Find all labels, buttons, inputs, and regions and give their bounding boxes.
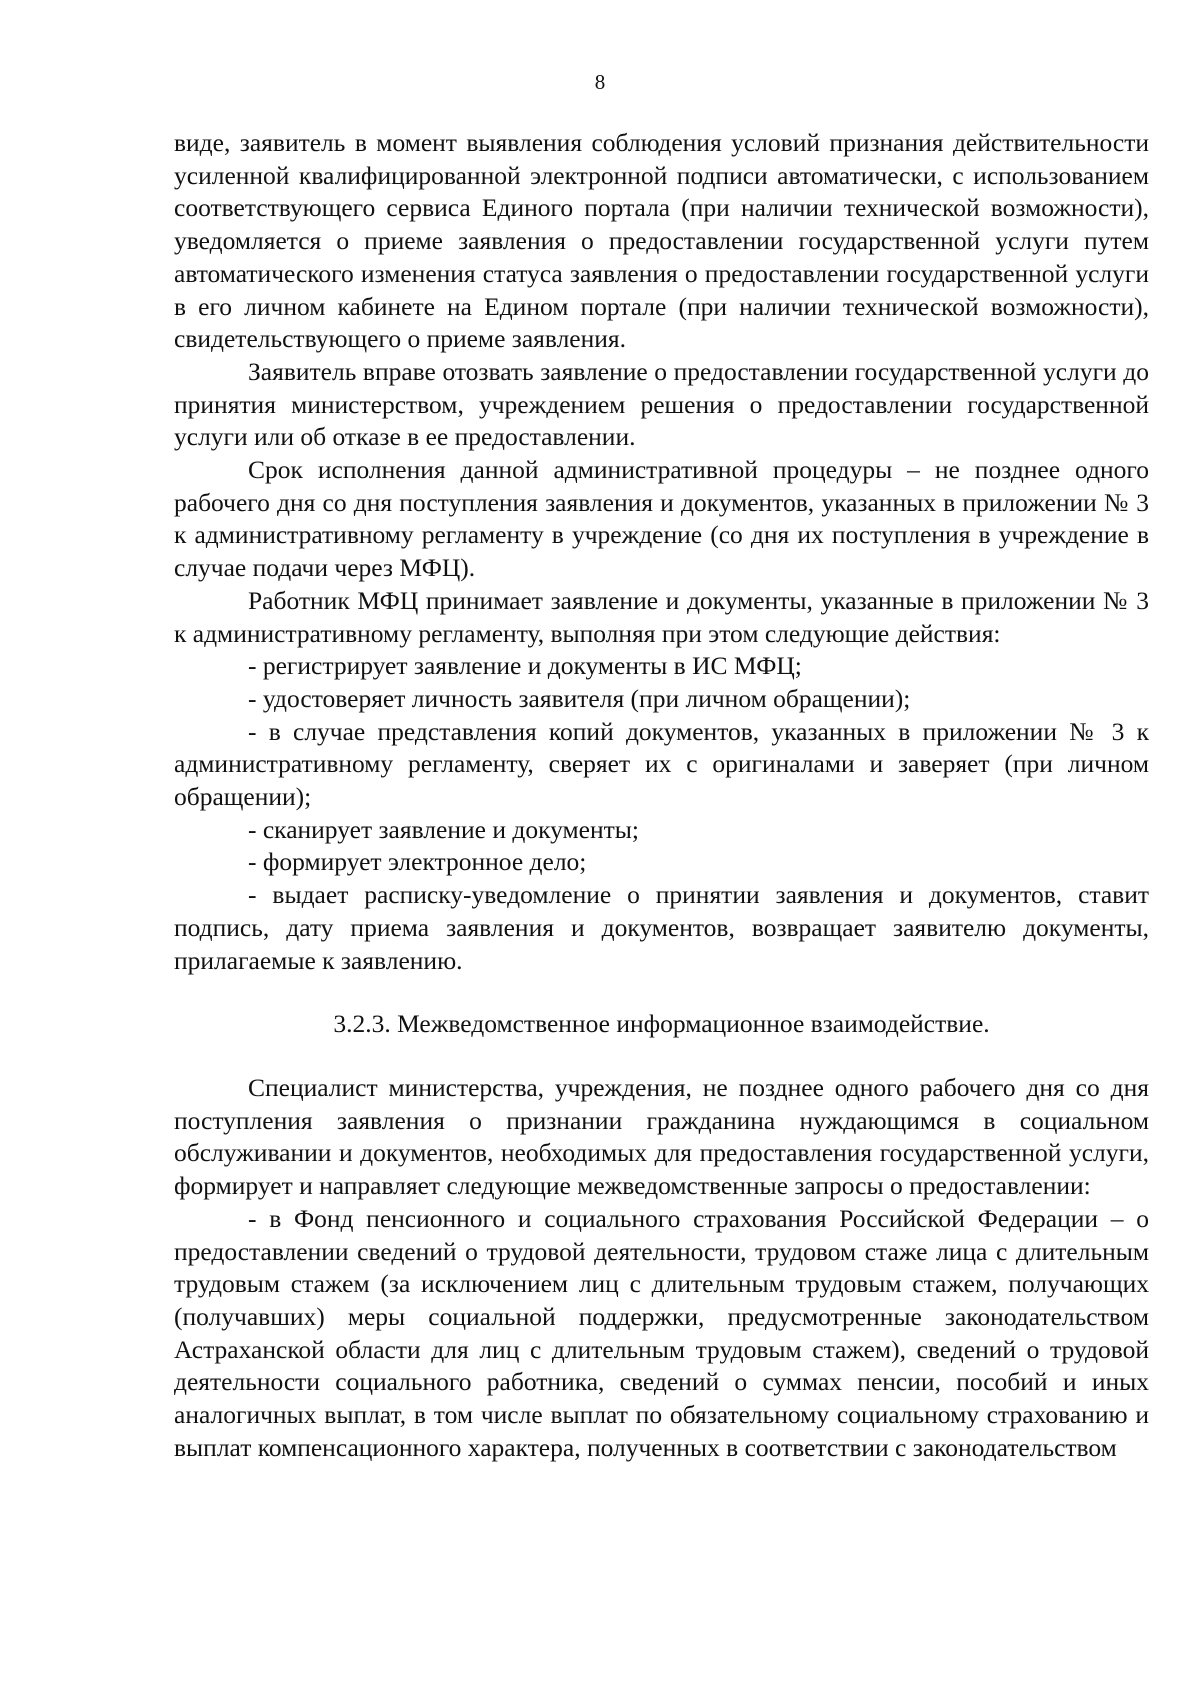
list-item: - в случае представления копий документов, указанных в приложении № 3 к административному регламенту, сверяет их с оригиналами и заверяет (при личном обращении); [174,716,1149,812]
paragraph-mfc-worker: Работник МФЦ принимает заявление и документы, указанные в приложении № 3 к административному регламенту, выполняя при этом следующие действия: [174,585,1149,648]
paragraph-deadline: Срок исполнения данной административной процедуры – не позднее одного рабочего дня со дня поступления заявления и документов, указанных в приложении № 3 к административному регламенту в учреждение (со дня их поступления в учреждение в случае подачи через МФЦ). [174,455,1149,583]
list-item: - сканирует заявление и документы; [248,814,639,844]
document-body [174,127,1149,1464]
list-item: - регистрирует заявление и документы в ИС МФЦ; [248,651,802,681]
paragraph-continuation: виде, заявитель в момент выявления соблюдения условий признания действительности усиленной квалифицированной электронной подписи автоматически, с использованием соответствующего сервиса Единого портала (при наличии технической возможности), уведомляется о приеме заявления о предоставлении государственной услуги путем автоматического изменения статуса заявления о предоставлении государственной услуги в его личном кабинете на Едином портале (при наличии технической возможности), свидетельствующего о приеме заявления. [174,128,1149,354]
list-item: - удостоверяет личность заявителя (при личном обращении); [248,683,911,713]
section-heading: 3.2.3. Межведомственное информационное взаимодействие. [333,1009,990,1039]
paragraph-specialist: Специалист министерства, учреждения, не позднее одного рабочего дня со дня поступления заявления о признании гражданина нуждающимся в социальном обслуживании и документов, необходимых для предоставления государственной услуги, формирует и направляет следующие межведомственные запросы о предоставлении: [174,1072,1149,1201]
list-item: - формирует электронное дело; [248,847,587,877]
list-item: - в Фонд пенсионного и социального страхования Российской Федерации – о предоставлении сведений о трудовой деятельности, трудовом стаже лица с длительным трудовым стажем (за исключением лиц с длительным трудовым стажем, получающих (получавших) меры социальной поддержки, предусмотренные законодательством Астраханской области для лиц с длительным трудовым стажем), сведений о трудовой деятельности социального работника, сведений о суммах пенсии, пособий и иных аналогичных выплат, в том числе выплат по обязательному социальному страхованию и выплат компенсационного характера, полученных в соответствии с законодательством [174,1203,1149,1462]
paragraph-withdrawal: Заявитель вправе отозвать заявление о предоставлении государственной услуги до принятия министерством, учреждением решения о предоставлении государственной услуги или об отказе в ее предоставлении. [174,356,1149,452]
page-number: 8 [594,70,606,94]
list-item: - выдает расписку-уведомление о принятии заявления и документов, ставит подпись, дату приема заявления и документов, возвращает заявителю документы, прилагаемые к заявлению. [174,880,1149,975]
